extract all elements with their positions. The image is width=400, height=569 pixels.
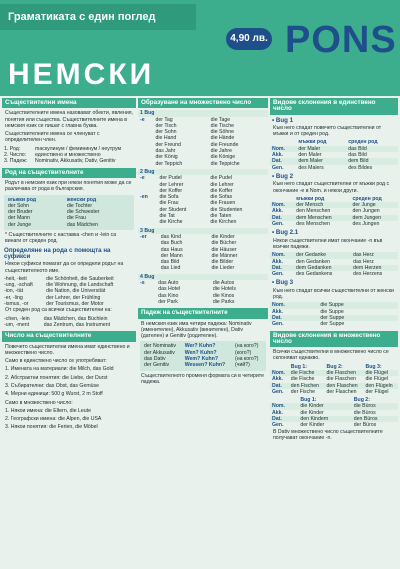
table-cell: der Teppich xyxy=(155,160,183,167)
plural-groups xyxy=(138,110,268,305)
paragraph: Само в единствено число се употребяват: xyxy=(5,358,107,365)
table-cell: Dat. xyxy=(270,265,294,271)
table-cell: Akk. xyxy=(272,409,283,416)
list-item: 3. Събирателни: das Obst, das Gemüse xyxy=(5,382,100,389)
table-cell: die Schönheit, die Sauberkeit xyxy=(46,275,114,282)
table-cell: der Pudel xyxy=(159,175,182,182)
paragraph: От среден род са всички съществителни на: xyxy=(5,307,112,314)
table-cell: die Bilder xyxy=(211,259,234,266)
table-cell: die Fische xyxy=(289,370,325,376)
table-cell: die Flügel xyxy=(364,370,399,376)
table-cell: die Parks xyxy=(212,298,235,305)
decl-table xyxy=(270,397,398,428)
table-cell: das Hotel xyxy=(158,286,181,293)
footnote: * Съществителните с наставка -chen и -lein са винаги от среден род. xyxy=(5,232,117,245)
table-cell: Akk. xyxy=(272,376,283,383)
table-cell: -heit, -keit xyxy=(4,275,27,282)
table-cell: Nom. xyxy=(270,370,289,376)
table-cell xyxy=(138,299,156,305)
table-cell: der Suppe xyxy=(318,315,398,321)
table-cell: die Kinder xyxy=(211,233,235,240)
paragraph: Съществителните имена назовават обекти, явления, понятия или същества. Съществителните имена в немския език се пишат с главна буква. xyxy=(5,110,134,129)
decl-table xyxy=(270,302,398,327)
table-cell: das Bild xyxy=(346,146,398,152)
table-cell: Wer? Kuhn? xyxy=(184,343,216,350)
list-item: 1. Имената на материали: die Milch, das Gold xyxy=(5,366,114,373)
table-cell: das Mädchen xyxy=(66,221,99,228)
table-cell: -e xyxy=(140,116,145,123)
table-cell: das Kind xyxy=(160,233,181,240)
table-cell: das Herz xyxy=(353,258,374,265)
table-cell: (на кого?) xyxy=(235,343,259,350)
table-cell: den Fischen xyxy=(289,383,325,389)
paragraph: Някои съществителни имат окончание -n във всички падежи. xyxy=(273,237,383,250)
table-cell: Akk. xyxy=(272,152,283,159)
table-cell: die Freunde xyxy=(210,141,239,148)
section-heading: Число на съществителните xyxy=(2,331,136,341)
table-cell: die Studenten xyxy=(210,206,243,213)
table-cell: des Bildes xyxy=(348,164,373,171)
table-cell: der Nominativ xyxy=(144,343,177,350)
table-cell: Dat. xyxy=(270,416,298,422)
table-cell: das Zentrum, das Instrument xyxy=(43,321,111,328)
table-cell: Nom. xyxy=(270,302,318,308)
table-cell: dem Jungen xyxy=(351,215,398,221)
table-cell: das Dativ xyxy=(144,355,166,362)
table-cell: die Bücher xyxy=(211,240,237,247)
table-cell: die Teppiche xyxy=(210,160,240,167)
decl-table xyxy=(270,364,398,395)
table-cell: Nom. xyxy=(270,146,296,152)
table-cell: der Junge xyxy=(8,221,32,228)
table-cell: die Fische xyxy=(290,376,315,383)
table-cell: -er xyxy=(140,233,147,240)
list-table xyxy=(2,146,136,165)
table-row xyxy=(138,265,268,271)
section-heading: Род на съществителните xyxy=(2,168,136,178)
column-declension xyxy=(270,98,398,566)
table-cell: der Gedanke xyxy=(294,252,351,258)
column-nouns xyxy=(2,98,136,566)
table-cell: die Pudel xyxy=(210,175,233,182)
paragraph: Някои суфикси помагат да се определи родът на съществителното име. xyxy=(5,261,124,274)
list-value: единствено и множествено xyxy=(35,152,101,159)
list-label: 2. Число: xyxy=(4,152,27,159)
table-cell xyxy=(138,219,157,225)
paragraph: Родът в немския език при някои понятия може да се различава от рода в българския. xyxy=(5,179,132,193)
table-cell: der Büros xyxy=(353,422,377,429)
table-cell: Nom. xyxy=(270,403,298,409)
page-title: НЕМСКИ xyxy=(8,58,155,91)
table-cell: die Häuser xyxy=(211,246,237,253)
table-cell: Wen? Kuhn? xyxy=(184,349,217,356)
subheading: • Bug 3 xyxy=(272,279,294,287)
table-cell: der Freund xyxy=(155,141,181,148)
table-cell: die Kinder xyxy=(298,403,351,409)
table-cell: мъжки род xyxy=(298,139,327,146)
section-heading: Падеж на съществителните xyxy=(138,308,268,318)
table-row xyxy=(270,165,398,171)
table-cell: die Flügel xyxy=(365,376,388,383)
table-cell: die Flaschen xyxy=(325,370,364,376)
table-cell: Bug 1: xyxy=(290,363,307,370)
table-cell: des Herzens xyxy=(353,271,383,278)
decl-table xyxy=(270,196,398,227)
table-cell: dem Gedanken xyxy=(294,265,351,271)
table-cell: der Maler xyxy=(296,146,346,152)
table-cell: Dat. xyxy=(270,158,296,164)
table-cell: die Frau xyxy=(159,200,179,207)
table-cell: -e xyxy=(140,175,145,182)
table-cell: dem Bild xyxy=(346,158,398,164)
table-cell: den Flaschen xyxy=(325,383,364,389)
table-cell: der Mann xyxy=(160,252,183,259)
table-cell: Bug 1: xyxy=(300,397,317,404)
table-cell: Akk. xyxy=(272,308,283,315)
section-heading: Видове склонения в множествено число xyxy=(270,331,398,348)
table-cell: der Bruder xyxy=(8,209,33,216)
column-plural xyxy=(138,98,268,566)
table-cell: 3 Bug xyxy=(138,228,268,234)
table-row xyxy=(138,219,268,225)
list-value: Nominativ, Akkusativ, Dativ, Genitiv xyxy=(35,158,116,165)
table-cell: -s xyxy=(140,280,145,287)
paragraph: Към него спадат всички съществителни от женски род. xyxy=(273,287,394,301)
table-cell: Bug 2: xyxy=(353,397,370,404)
table-cell: die Lehrer xyxy=(210,181,234,188)
table-cell: der Fische xyxy=(290,388,316,395)
subheading: • Bug 1 xyxy=(272,116,294,124)
table-cell: der Suppe xyxy=(320,321,345,328)
table-cell: der Mann xyxy=(8,215,30,222)
table-cell: des Gedankens xyxy=(296,271,333,278)
table-cell xyxy=(138,265,159,271)
decl-table xyxy=(270,252,398,277)
table-cell: dem Herzen xyxy=(351,265,398,271)
table-cell: die Suppe xyxy=(318,302,398,308)
table-cell: die Tage xyxy=(210,116,231,123)
series-tag: Граматиката с един поглед xyxy=(0,4,196,30)
table-cell: мъжки род xyxy=(296,195,325,202)
table-cell: des Malers xyxy=(298,164,324,171)
table-cell: der Mensch xyxy=(294,202,350,208)
table-cell: der Tisch xyxy=(155,122,177,129)
table-cell: das Buch xyxy=(160,240,183,247)
table-cell: -chen, -lein xyxy=(4,315,30,322)
table-cell: die Jahre xyxy=(210,148,232,155)
table-cell: der Akkusativ xyxy=(144,349,175,356)
paragraph: В Dativ множествено число съществителните получават окончание -n. xyxy=(273,428,383,441)
table-cell: das Bild xyxy=(160,259,180,266)
section-heading: Видове склонения в единствено число xyxy=(270,98,398,115)
table-cell: der Flügel xyxy=(365,388,389,395)
case-box xyxy=(140,341,266,370)
table-cell: dem Maler xyxy=(296,158,346,164)
table-cell: die Lieder xyxy=(211,265,235,272)
col-header: женски род xyxy=(66,196,97,203)
table-cell: der Lehrer xyxy=(159,181,184,188)
table-cell: die Taten xyxy=(210,213,232,220)
table-cell: die Sofa xyxy=(159,194,179,201)
table-cell: Gen. xyxy=(272,321,284,328)
pons-logo: PONS xyxy=(285,19,397,61)
plural-table xyxy=(138,169,268,226)
table-cell: den Büros xyxy=(352,416,398,422)
table-cell: 1 Bug xyxy=(138,110,268,116)
paragraph: Към него спадат съществителни от мъжки род с окончание -e в Nom. и някои други. xyxy=(273,181,390,194)
table-cell: die Kirche xyxy=(159,219,183,226)
table-cell: der Sohn xyxy=(8,202,30,209)
table-cell: der Lehrer, der Frühling xyxy=(46,294,101,301)
table-cell: der Sohn xyxy=(155,129,177,136)
table-cell: die Nation, die Universität xyxy=(46,288,106,295)
table-cell: die Hand xyxy=(155,135,177,142)
table-cell: den Kindern xyxy=(298,416,351,422)
table-cell: der Student xyxy=(159,206,187,213)
table-row xyxy=(270,271,398,277)
table-cell: die Könige xyxy=(210,154,236,161)
table-cell: die Schwester xyxy=(66,209,100,216)
section-heading: Съществителни имена xyxy=(2,98,136,108)
table-cell: Dat. xyxy=(270,383,289,389)
subheading: • Bug 2 xyxy=(272,172,294,180)
table-cell: die Kinos xyxy=(212,292,235,299)
table-cell: dem Menschen xyxy=(294,215,350,221)
table-cell: das Haus xyxy=(160,246,183,253)
paragraph: В немския език има четири падежа: Nominativ (именителен), Akkusativ (винителен), Dativ (дателен) и Genitiv (родителен). xyxy=(141,320,252,340)
table-cell: das Herz xyxy=(351,252,398,258)
table-cell: die Sofas xyxy=(210,194,233,201)
table-cell: den Flügeln xyxy=(364,383,399,389)
table-cell: des Jungen xyxy=(352,221,380,228)
table-cell: среден род xyxy=(352,195,382,202)
table-cell: die Tische xyxy=(210,122,235,129)
table-cell: Dat. xyxy=(270,215,294,221)
table-cell: das Kino xyxy=(158,292,179,299)
table-cell: die Hände xyxy=(210,135,235,142)
table-cell: die Tat xyxy=(159,213,175,220)
paragraph: Към него спадат повечето съществителни от мъжки и от среден род. xyxy=(273,124,382,138)
list-item: 3. Някои понятия: die Ferien, die Möbel xyxy=(5,424,98,431)
list-label: 1. Род: xyxy=(4,145,21,152)
table-cell: Gen. xyxy=(272,164,284,171)
table-cell: -en xyxy=(140,194,148,201)
header-banner xyxy=(0,0,400,96)
table-cell: die Männer xyxy=(211,252,238,259)
table-cell: der Flaschen xyxy=(326,388,357,395)
table-cell: Nom. xyxy=(270,202,294,208)
table-cell: -ung, -schaft xyxy=(4,282,33,289)
decl-table xyxy=(270,139,398,170)
table-cell: das Lied xyxy=(160,265,181,272)
table-cell: die Frauen xyxy=(210,200,236,207)
table-cell: die Frau xyxy=(66,215,86,222)
subheading: Определяне на рода с помощта на суфикси xyxy=(4,246,111,260)
table-row xyxy=(270,221,398,227)
table-cell: die Flaschen xyxy=(326,376,356,383)
col-header: мъжки род xyxy=(8,196,37,203)
table-cell: 4 Bug xyxy=(138,274,268,280)
plural-table xyxy=(138,274,268,305)
table-cell: der Kinder xyxy=(300,422,325,429)
table-cell: Gen. xyxy=(272,271,284,278)
table-cell: Dat. xyxy=(270,315,318,321)
table-cell: die Autos xyxy=(212,280,235,287)
table-cell: der Koffer xyxy=(159,187,183,194)
table-cell xyxy=(138,161,153,167)
table-cell: 2 Bug xyxy=(138,169,268,175)
table-cell: Akk. xyxy=(272,258,283,265)
table-cell: -er, -ling xyxy=(4,294,23,301)
table-cell: die Kinder xyxy=(300,409,324,416)
table-cell: der König xyxy=(155,154,178,161)
paragraph: Съществителното променя формата си в четирите падежа. xyxy=(141,372,265,385)
plural-table xyxy=(138,228,268,272)
table-cell: das Auto xyxy=(158,280,179,287)
table-cell: das Bild xyxy=(348,152,367,159)
table-cell: die Suppe xyxy=(320,308,344,315)
table-row xyxy=(270,389,398,395)
table-cell: Bug 2: xyxy=(326,363,343,370)
table-cell: Nom. xyxy=(270,252,294,258)
table-row xyxy=(270,321,398,327)
price-badge: 4,90 лв. xyxy=(226,28,272,50)
table-cell: den Jungen xyxy=(352,208,380,215)
table-cell: der Tag xyxy=(155,116,173,123)
table-cell: Wem? Kuhn? xyxy=(184,355,219,362)
table-cell: der Park xyxy=(158,298,178,305)
table-cell: den Gedanken xyxy=(296,258,331,265)
suffix-table xyxy=(2,316,136,329)
table-cell: des Menschen xyxy=(296,221,330,228)
table-row xyxy=(138,161,268,167)
table-cell: (кого?) xyxy=(235,349,252,356)
table-cell: die Söhne xyxy=(210,129,235,136)
table-cell: -um, -ment xyxy=(4,321,30,328)
table-cell: das Jahr xyxy=(155,148,176,155)
table-cell: Gen. xyxy=(272,422,284,429)
list-item: 1. Някои имена: die Eltern, die Leute xyxy=(5,407,91,414)
plural-table xyxy=(138,110,268,167)
section-heading: Образуване на множествено число xyxy=(138,98,268,108)
table-cell: die Koffer xyxy=(210,187,233,194)
list-item: 2. Абстрактни понятия: die Liebe, der Durst xyxy=(5,374,108,381)
table-cell: -ion, -tät xyxy=(4,288,24,295)
table-row xyxy=(138,299,268,305)
list-label: 3. Падеж: xyxy=(4,158,28,165)
table-cell: die Tochter xyxy=(66,202,93,209)
table-cell: Gen. xyxy=(272,221,284,228)
table-cell: die Büros xyxy=(352,403,398,409)
paragraph: Повечето съществителни имена имат единствено и множествено число. xyxy=(5,343,130,356)
paragraph: Всички съществителни в множествено число се склоняват еднакво. xyxy=(273,349,389,362)
paragraph: Съществителните имена се членуват с определителен член. xyxy=(5,131,100,144)
table-cell: das Mädchen, das Büchlein xyxy=(43,315,108,322)
subheading: • Bug 2.1 xyxy=(272,229,299,237)
paragraph: Само в множествено число: xyxy=(5,399,73,406)
table-cell: die Wohnung, die Landschaft xyxy=(46,282,114,289)
list-item: 2. Географски имена: die Alpen, die USA xyxy=(5,416,102,423)
gender-box xyxy=(4,195,134,230)
table-cell: Bug 3: xyxy=(365,363,382,370)
table-cell: Akk. xyxy=(272,208,283,215)
table-cell: die Hotels xyxy=(212,286,236,293)
table-cell: Wessen? Kuhn? xyxy=(184,362,226,369)
table-cell: den Menschen xyxy=(296,208,331,215)
table-cell: die Büros xyxy=(353,409,376,416)
table-cell: Gen. xyxy=(272,388,284,395)
table-cell: den Maler xyxy=(298,152,322,159)
table-cell: (на кого?) xyxy=(235,355,259,362)
table-cell: der Genitiv xyxy=(144,362,170,369)
table-cell: die Kirchen xyxy=(210,219,237,226)
suffix-table xyxy=(2,276,136,307)
table-cell: der Junge xyxy=(351,202,398,208)
table-cell: (чий?) xyxy=(235,362,250,369)
list-value: mаскулинум / фемининум / неутрум xyxy=(35,145,122,152)
table-cell: der Tourismus, der Motor xyxy=(46,301,104,308)
list-item: 4. Мерни единици: 500 g Wurst, 2 m Stoff xyxy=(5,391,103,398)
table-cell: среден род xyxy=(348,139,378,146)
table-cell: -ismus, -or xyxy=(4,301,29,308)
